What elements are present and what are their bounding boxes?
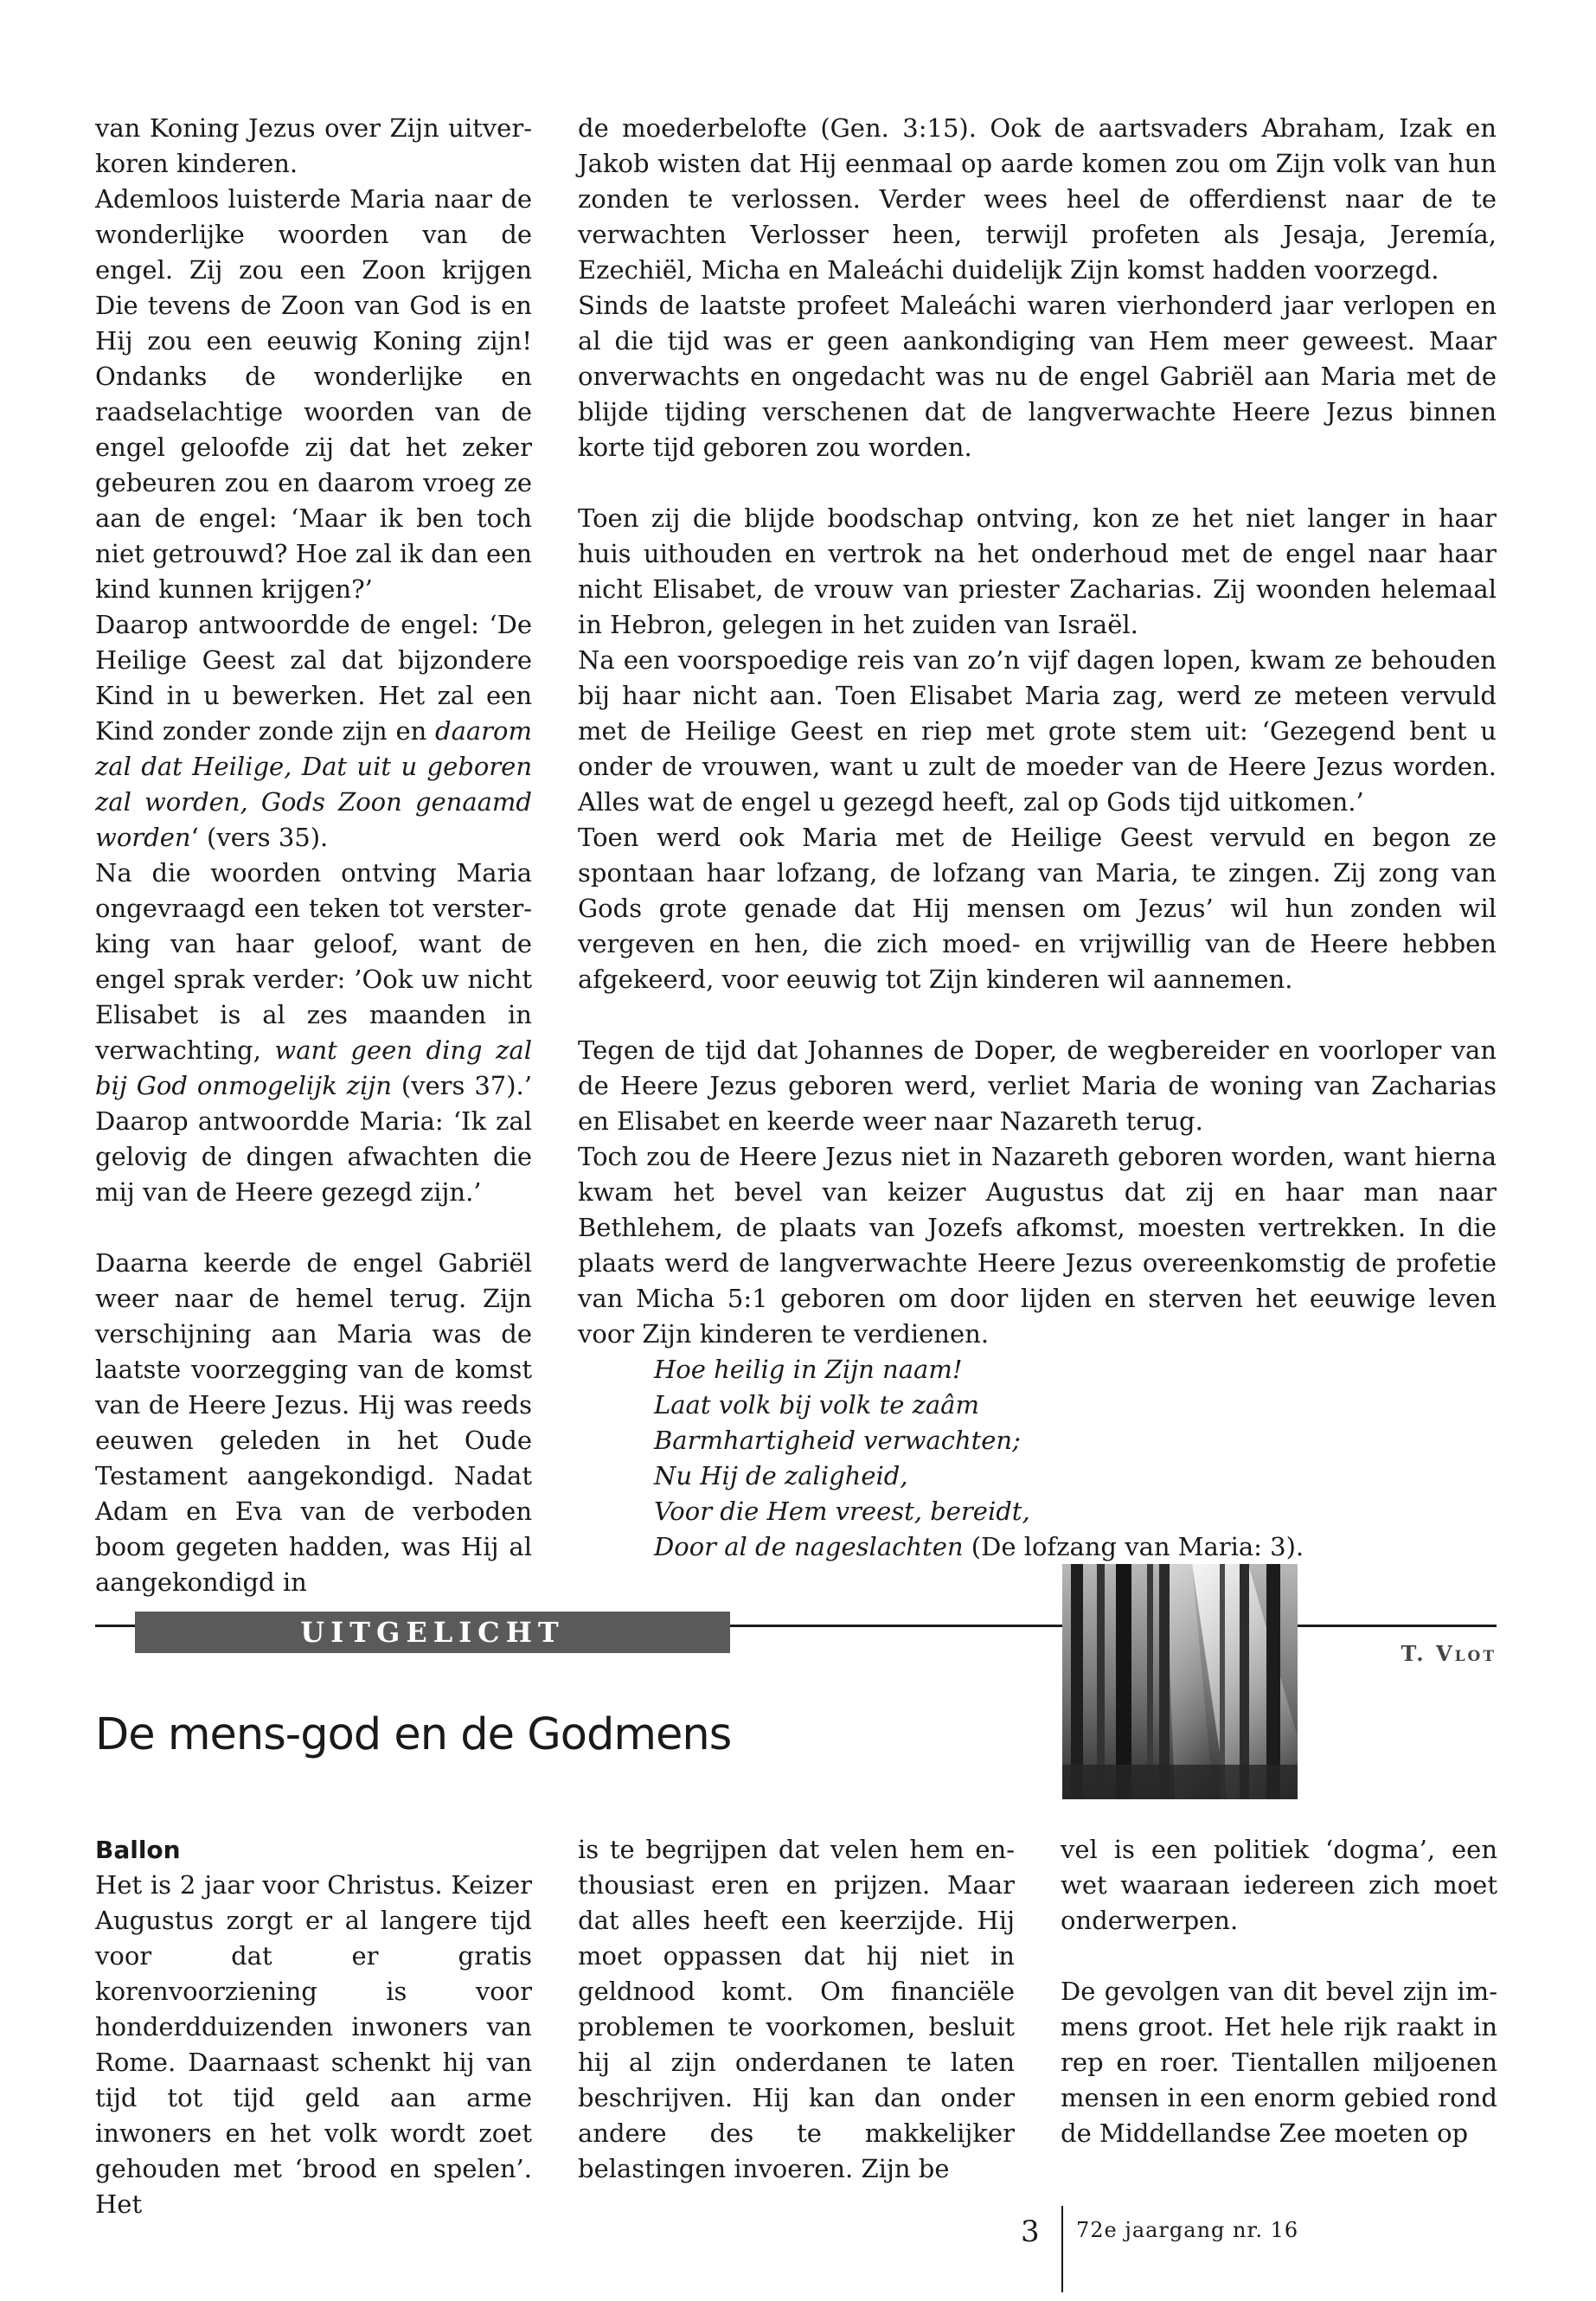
poem-line: Barmhartigheid verwachten;: [654, 1426, 1021, 1455]
paragraph: Sinds de laatste profeet Maleáchi waren vierhonderd jaar verlopen en al die tijd was er geen aankondiging van Hem meer geweest. Maar onverwachts en ongedacht was nu de engel Gabriël aan Maria met de blijde tijding verschenen dat de langverwachte Heere Jezus binnen korte tijd geboren zou worden.: [578, 291, 1497, 462]
paragraph: is te begrijpen dat velen hem enthousiast eren en prijzen. Maar dat alles heeft een keerzijde. Hij moet oppassen dat hij niet in geldnood komt. Om financiële problemen te voorkomen, besluit hij al zijn onderdanen te laten beschrijven. Hij kan dan onder andere des te makkelijker belastingen invoeren. Zijn be: [578, 1835, 1015, 2183]
author-name: T. Vlot: [1401, 1641, 1497, 1666]
article-column: [95, 1832, 532, 2222]
right-column: [578, 111, 1497, 1565]
poem-line: Hoe heilig in Zijn naam!: [654, 1355, 963, 1384]
paragraph: van Koning Jezus over Zijn uitverkoren kinderen.: [95, 113, 532, 178]
poem: [654, 1352, 1497, 1565]
paragraph: de moederbelofte (Gen. 3:15). Ook de aartsvaders Abraham, Izak en Jakob wisten dat Hij eenmaal op aarde komen zou om Zijn volk van hun zonden te verlossen. Verder wees heel de offerdienst naar de te verwachten Verlosser heen, terwijl profeten als Jesaja, Jeremía, Ezechiël, Micha en Maleáchi duidelijk Zijn komst hadden voorzegd.: [578, 113, 1497, 285]
paragraph: Toen werd ook Maria met de Heilige Geest vervuld en begon ze spontaan haar lofzang, de lofzang van Maria, te zingen. Zij zong van Gods grote genade dat Hij mensen om Jezus’ wil hun zonden wil vergeven en hen, die zich moed- en vrijwillig van de Heere hebben afgekeerd, voor eeuwig tot Zijn kinderen wil aannemen.: [578, 823, 1497, 994]
paragraph: vel is een politiek ‘dogma’, een wet waaraan iedereen zich moet onderwerpen.: [1061, 1835, 1497, 1935]
page-number: 3: [1021, 2214, 1040, 2249]
left-column: [95, 111, 532, 1600]
footer-divider: [1061, 2206, 1063, 2292]
subheading: Ballon: [95, 1836, 181, 1864]
article-column: [1061, 1832, 1497, 2151]
poem-line: Door al de nageslachten (De lofzang van Maria: 3).: [654, 1532, 1304, 1561]
forest-photo: [1062, 1564, 1298, 1799]
article-column: [578, 1832, 1015, 2187]
paragraph: Ademloos luisterde Maria naar de wonderlijke woorden van de engel. Zij zou een Zoon krijgen Die tevens de Zoon van God is en Hij zou een eeuwig Koning zijn! Ondanks de wonderlijke en raadselachtige woorden van de engel geloofde zij dat het zeker gebeuren zou en daarom vroeg ze aan de engel: ‘Maar ik ben toch niet getrouwd? Hoe zal ik dan een kind kunnen krijgen?’: [95, 184, 532, 604]
paragraph: Daarop antwoordde de engel: ‘De Heilige Geest zal dat bijzondere Kind in u bewerken. Het zal een Kind zonder zonde zijn en daarom zal dat Heilige, Dat uit u geboren zal worden, Gods Zoon genaamd worden‘ (vers 35).: [95, 610, 532, 852]
paragraph: Daarna keerde de engel Gabriël weer naar de hemel terug. Zijn verschijning aan Maria was de laatste voorzegging van de komst van de Heere Jezus. Hij was reeds eeuwen geleden in het Oude Testament aangekondigd. Nadat Adam en Eva van de verboden boom gegeten hadden, was Hij al aangekondigd in: [95, 1248, 532, 1597]
issue-label: 72e jaargang nr. 16: [1076, 2218, 1299, 2242]
paragraph: Na een voorspoedige reis van zo’n vijf dagen lopen, kwam ze behouden bij haar nicht aan. Toen Elisabet Maria zag, werd ze meteen vervuld met de Heilige Geest en riep met grote stem uit: ‘Gezegend bent u onder de vrouwen, want u zult de moeder van de Heere Jezus worden. Alles wat de engel u gezegd heeft, zal op Gods tijd uitkomen.’: [578, 645, 1497, 817]
paragraph: Toen zij die blijde boodschap ontving, kon ze het niet langer in haar huis uithouden en vertrok na het onderhoud met de engel naar haar nicht Elisabet, de vrouw van priester Zacharias. Zij woonden helemaal in Hebron, gelegen in het zuiden van Israël.: [578, 503, 1497, 639]
poem-line: Voor die Hem vreest, bereidt,: [654, 1497, 1030, 1526]
paragraph: Tegen de tijd dat Johannes de Doper, de wegbereider en voorloper van de Heere Jezus geboren werd, verliet Maria de woning van Zacharias en Elisabet en keerde weer naar Nazareth terug.: [578, 1035, 1497, 1136]
section-banner: UITGELICHT: [135, 1612, 730, 1653]
article-title: De mens-god en de Godmens: [95, 1709, 732, 1760]
paragraph: Na die woorden ontving Maria ongevraagd een teken tot versterking van haar geloof, want de engel sprak verder: ’Ook uw nicht Elisabet is al zes maanden in verwachting, want geen ding zal bij God onmogelijk zijn (vers 37).’ Daarop antwoordde Maria: ‘Ik zal gelovig de dingen afwachten die mij van de Heere gezegd zijn.’: [95, 858, 532, 1207]
paragraph: Toch zou de Heere Jezus niet in Nazareth geboren worden, want hierna kwam het bevel van keizer Augustus dat zij en haar man naar Bethlehem, de plaats van Jozefs afkomst, moesten vertrekken. In die plaats werd de langverwachte Heere Jezus overeenkomstig de profetie van Micha 5:1 geboren om door lijden en sterven het eeuwige leven voor Zijn kinderen te verdienen.: [578, 1142, 1497, 1349]
paragraph: De gevolgen van dit bevel zijn immens groot. Het hele rijk raakt in rep en roer. Tientallen miljoenen mensen in een enorm gebied rond de Middellandse Zee moeten op: [1061, 1977, 1497, 2148]
poem-source: (De lofzang van Maria: 3).: [963, 1532, 1304, 1561]
scripture-quote: daarom zal dat Heilige, Dat uit u geboren zal worden, Gods Zoon genaamd worden: [95, 716, 532, 852]
paragraph: Het is 2 jaar voor Christus. Keizer Augustus zorgt er al langere tijd voor dat er gratis korenvoorziening is voor honderdduizenden inwoners van Rome. Daarnaast schenkt hij van tijd tot tijd geld aan arme inwoners en het volk wordt zoet gehouden met ‘brood en spelen’. Het: [95, 1870, 532, 2219]
poem-line: Laat volk bij volk te zaâm: [654, 1390, 979, 1420]
poem-line: Nu Hij de zaligheid,: [654, 1461, 908, 1490]
scripture-quote: want geen ding zal bij God onmogelijk zijn: [95, 1035, 532, 1100]
